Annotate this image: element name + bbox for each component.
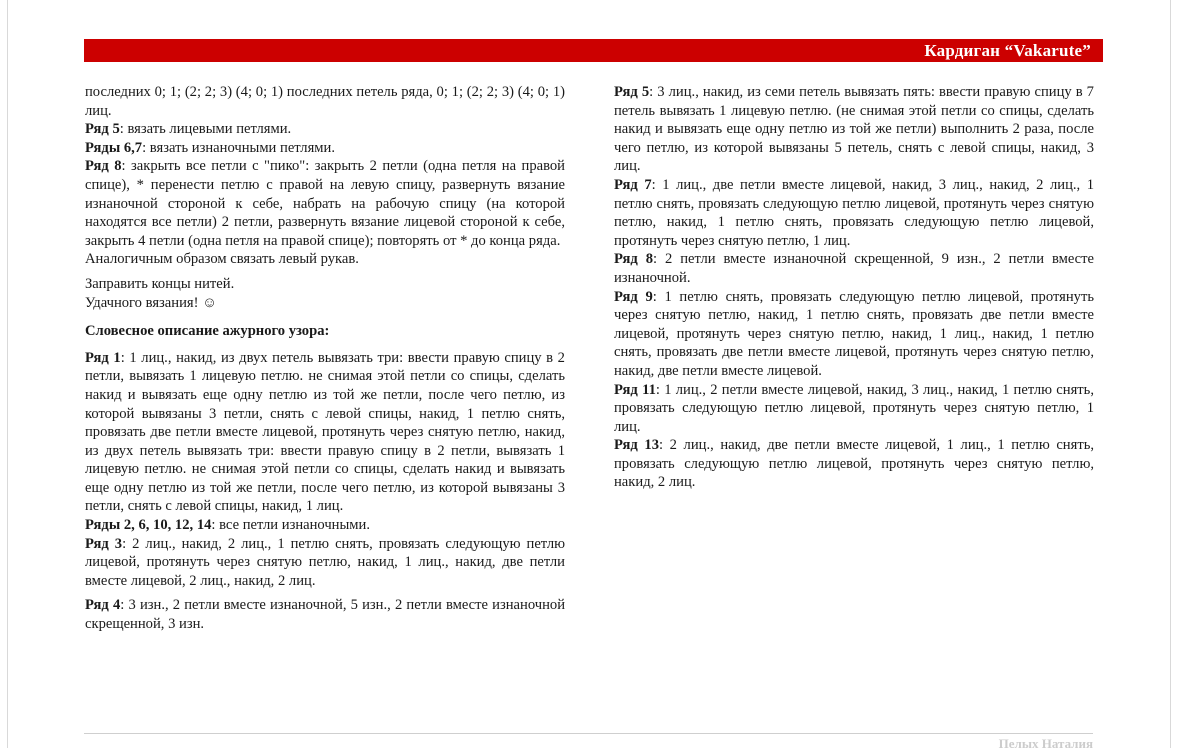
row-label: Ряд 3: [85, 535, 123, 552]
footer-author: Пелых Наталия: [998, 736, 1093, 751]
row-text: : все петли изнаночными.: [211, 517, 370, 534]
paragraph: последних 0; 1; (2; 2; 3) (4; 0; 1) последних петель ряда, 0; 1; (2; 2; 3) (4; 0; 1) лиц.: [85, 84, 565, 119]
paragraph: [85, 139, 565, 158]
right-column: [614, 83, 1094, 492]
row-text: : 2 лиц., накид, 2 лиц., 1 петлю снять, провязать следующую петлю лицевой, протянуть через снятую петлю, накид, 1 лиц., накид, две петли вместе лицевой, 2 лиц., накид, 2 лиц.: [85, 535, 566, 589]
row-text: : 1 лиц., накид, из двух петель вывязать три: ввести правую спицу в 2 петли, вывязать 1 лицевую петлю. не снимая этой петли со спицы, сделать накид и вывязать еще одну петлю из той же петли, после чего петлю, из которой вывязаны 3 петли, снять с левой спицы, накид, 1 петлю снять, провязать две петли вместе лицевой, протянуть через снятую петлю, накид, из двух петель вывязать три: ввести правую спицу в 2 петли, вывязать 1 лицевую петлю. не снимая этой петли со спицы, сделать накид и вывязать еще одну петлю из той же петли, после чего петлю, из которой вывязаны 3 петли, снять с левой спицы, накид, 1 лиц.: [85, 349, 565, 515]
row-label: Ряд 5: [614, 84, 650, 100]
header-bar: [84, 39, 1103, 62]
paragraph: [614, 436, 1094, 492]
row-label: Ряды 6,7: [85, 139, 143, 156]
paragraph: [85, 349, 565, 516]
left-column: [85, 83, 565, 634]
row-label: Ряд 8: [85, 158, 122, 175]
row-label: Ряд 13: [614, 437, 660, 454]
row-text: : 1 петлю снять, провязать следующую петлю лицевой, протянуть через снятую петлю, накид, 1 петлю снять, провязать две петли вместе лицевой, протянуть через снятую петлю, накид, 1 лиц., накид, 1 петлю снять, провязать две петли вместе лицевой, протянуть через снятую петлю, накид, две петли вместе лицевой.: [614, 288, 1094, 379]
row-text: : 1 лиц., 2 петли вместе лицевой, накид, 3 лиц., накид, 1 петлю снять, провязать следующую петлю лицевой, протянуть через снятую петлю, 1 лиц.: [614, 381, 1094, 435]
row-text: : 2 петли вместе изнаночной скрещенной, 9 изн., 2 петли вместе изнаночной.: [614, 251, 1094, 286]
row-label: Ряды 2, 6, 10, 12, 14: [85, 517, 212, 534]
paragraph: [85, 120, 565, 139]
paragraph: [614, 176, 1094, 250]
row-label: Ряд 9: [614, 288, 653, 305]
row-text: : 2 лиц., накид, две петли вместе лицевой, 1 лиц., 1 петлю снять, провязать следующую петлю лицевой, протянуть через снятую петлю, накид, 2 лиц.: [614, 437, 1094, 491]
row-text: : 1 лиц., две петли вместе лицевой, накид, 3 лиц., накид, 2 лиц., 1 петлю снять, провязать следующую петлю лицевой, протянуть через снятую петлю, накид, 1 петлю снять, провязать следующую петлю лицевой, протянуть через снятую петлю, 1 лиц.: [614, 176, 1095, 249]
paragraph: [614, 83, 1094, 176]
paragraph: Заправить концы нитей.: [85, 275, 235, 292]
row-label: Ряд 5: [85, 121, 120, 138]
paragraph: [85, 535, 565, 591]
row-text: : 3 лиц., накид, из семи петель вывязать пять: ввести правую спицу в 7 петель вывязать 1 лицевую петлю. (не снимая этой петли со спицы, сделать накид и вывязать еще одну петлю из той же петли) выполнить 2 раза, после чего петлю, из которой вывязаны 5 петель, снять с левой спицы, накид, 3 лиц.: [614, 84, 1094, 175]
row-label: Ряд 1: [85, 349, 121, 366]
row-text: : вязать изнаночными петлями.: [142, 139, 335, 156]
row-text: : закрыть все петли с "пико": закрыть 2 петли (одна петля на правой спице), * перенести петлю с правой на левую спицу, развернуть вязание изнаночной стороной к себе, набрать на рабочую спицу (на которой находятся все петли) 2 петли, развернуть вязание лицевой стороной к себе, закрыть 4 петли (одна петля на правой спице); повторять от * до конца ряда.: [85, 158, 565, 249]
page-edge-left: [7, 0, 8, 748]
section-heading: Словесное описание ажурного узора:: [85, 323, 330, 340]
paragraph: [614, 250, 1094, 287]
paragraph: [614, 288, 1094, 381]
paragraph: [85, 157, 565, 250]
row-text: : вязать лицевыми петлями.: [119, 121, 292, 138]
row-label: Ряд 8: [614, 251, 654, 268]
document-title: Кардиган “Vakarute”: [924, 40, 1091, 60]
row-label: Ряд 7: [614, 176, 652, 193]
paragraph: [614, 381, 1094, 437]
paragraph: [85, 516, 565, 535]
row-label: Ряд 11: [614, 381, 656, 398]
row-text: : 3 изн., 2 петли вместе изнаночной, 5 изн., 2 петли вместе изнаночной скрещенной, 3 изн.: [85, 597, 565, 633]
row-label: Ряд 4: [85, 597, 121, 614]
paragraph: [85, 596, 565, 633]
paragraph: Удачного вязания! ☺: [85, 294, 218, 311]
footer-divider: [84, 733, 1093, 734]
page-edge-right: [1170, 0, 1171, 748]
paragraph: Аналогичным образом связать левый рукав.: [85, 251, 359, 268]
